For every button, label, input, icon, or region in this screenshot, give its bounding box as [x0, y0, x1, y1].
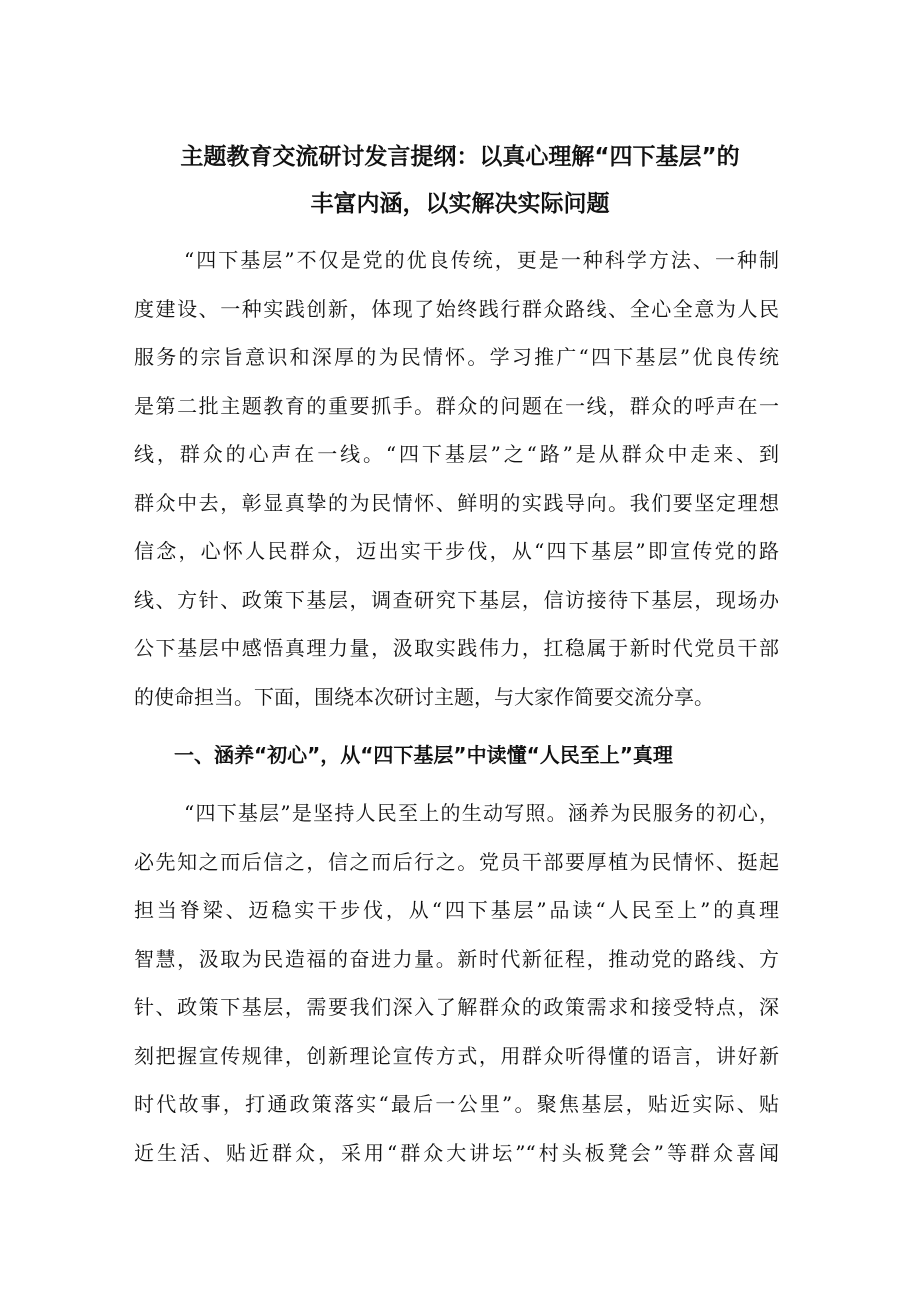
paragraph-2-line-3: 担当脊梁、迈稳实干步伐，从“四下基层”品读“人民至上”的真理 — [134, 898, 779, 922]
section-1-heading: 一、涵养“初心”，从“四下基层”中读懂“人民至上”真理 — [174, 743, 673, 767]
paragraph-2-line-4: 智慧，汲取为民造福的奋进力量。新时代新征程，推动党的路线、方 — [134, 947, 779, 971]
paragraph-2-line-7: 时代故事，打通政策落实“最后一公里”。聚焦基层，贴近实际、贴 — [134, 1092, 779, 1116]
document-title-line-2: 丰富内涵，以实解决实际问题 — [310, 191, 610, 217]
paragraph-1-line-6: 群众中去，彰显真挚的为民情怀、鲜明的实践导向。我们要坚定理想 — [134, 491, 779, 515]
paragraph-2-line-1: “四下基层”是坚持人民至上的生动写照。涵养为民服务的初心， — [184, 801, 779, 825]
paragraph-2-line-2: 必先知之而后信之，信之而后行之。党员干部要厚植为民情怀、挺起 — [134, 850, 779, 874]
paragraph-1-line-3: 服务的宗旨意识和深厚的为民情怀。学习推广“四下基层”优良传统 — [134, 345, 779, 369]
document-title-line-1: 主题教育交流研讨发言提纲：以真心理解“四下基层”的 — [180, 144, 740, 170]
paragraph-2-line-6: 刻把握宣传规律，创新理论宣传方式，用群众听得懂的语言，讲好新 — [134, 1044, 779, 1068]
paragraph-1-line-4: 是第二批主题教育的重要抓手。群众的问题在一线，群众的呼声在一 — [134, 394, 779, 418]
paragraph-1-line-7: 信念，心怀人民群众，迈出实干步伐，从“四下基层”即宣传党的路 — [134, 539, 779, 563]
paragraph-1-line-8: 线、方针、政策下基层，调查研究下基层，信访接待下基层，现场办 — [134, 588, 779, 612]
paragraph-1-line-2: 度建设、一种实践创新，体现了始终践行群众路线、全心全意为人民 — [134, 297, 779, 321]
paragraph-1-line-9: 公下基层中感悟真理力量，汲取实践伟力，扛稳属于新时代党员干部 — [134, 636, 779, 660]
paragraph-1-line-5: 线，群众的心声在一线。“四下基层”之“路”是从群众中走来、到 — [134, 442, 779, 466]
paragraph-2-line-5: 针、政策下基层，需要我们深入了解群众的政策需求和接受特点，深 — [134, 995, 779, 1019]
paragraph-2-line-8: 近生活、贴近群众，采用“群众大讲坛”“村头板凳会”等群众喜闻 — [134, 1141, 779, 1165]
paragraph-1-line-10: 的使命担当。下面，围绕本次研讨主题，与大家作简要交流分享。 — [134, 685, 714, 709]
paragraph-1-line-1: “四下基层”不仅是党的优良传统，更是一种科学方法、一种制 — [184, 248, 779, 272]
